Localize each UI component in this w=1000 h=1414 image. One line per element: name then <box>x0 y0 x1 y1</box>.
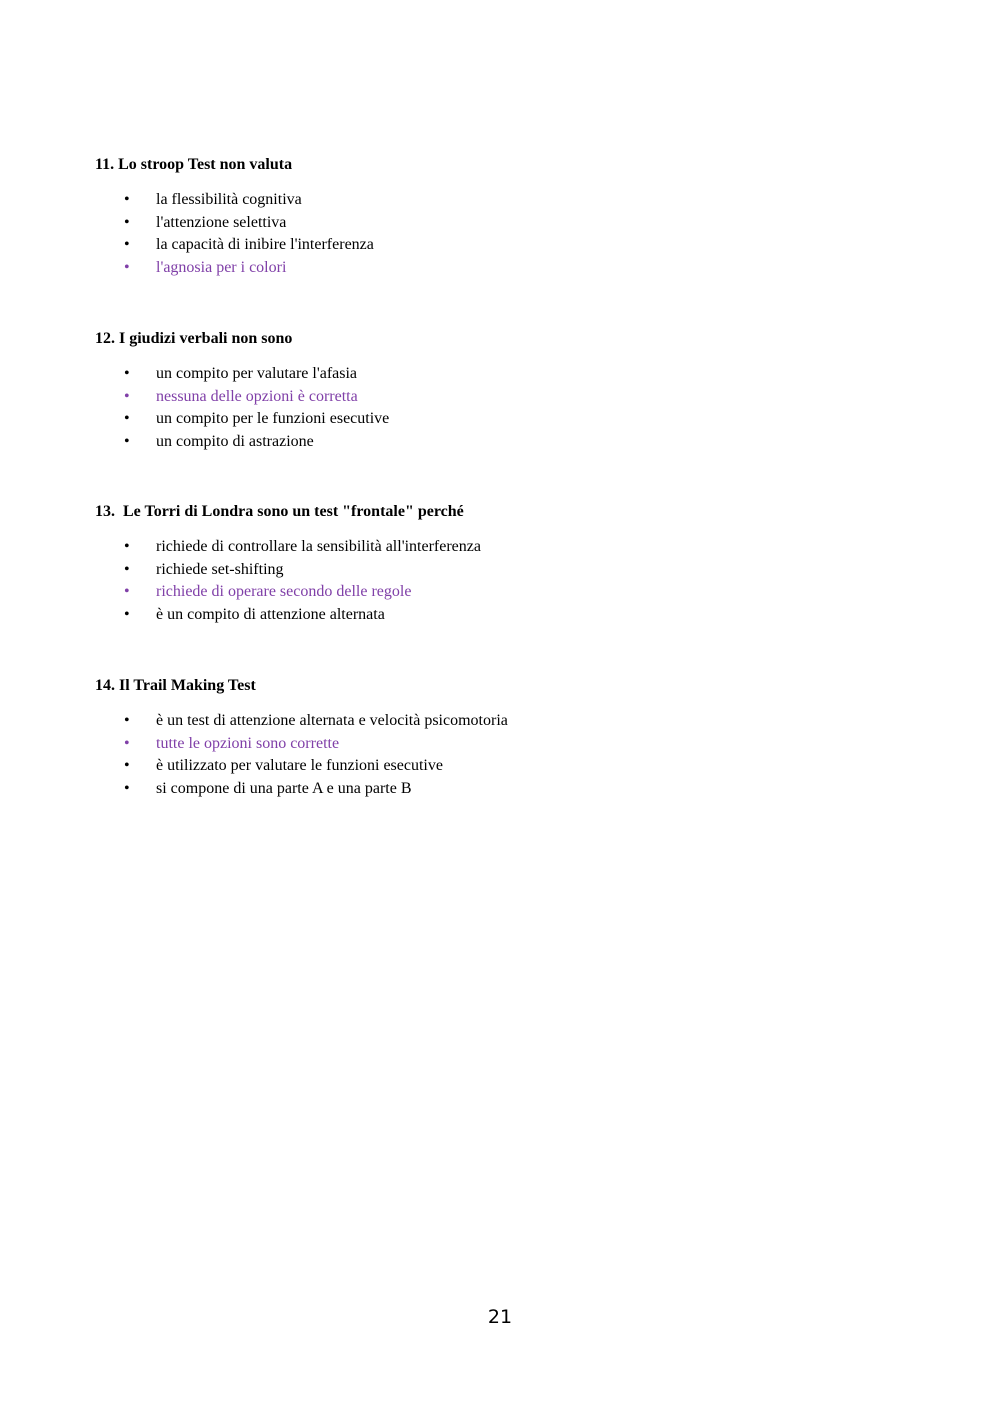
question-title: 13. Le Torri di Londra sono un test "frontale" perché <box>95 503 464 520</box>
option-item <box>95 234 895 257</box>
options-list <box>95 363 895 453</box>
question-title: 14. Il Trail Making Test <box>95 677 256 694</box>
option-text: l'attenzione selettiva <box>156 213 287 231</box>
bullet-icon: • <box>124 191 130 208</box>
option-item-correct <box>95 581 895 604</box>
option-text: la flessibilità cognitiva <box>156 191 302 208</box>
bullet-icon: • <box>124 410 130 427</box>
question-11 <box>95 155 895 279</box>
option-item-correct <box>95 257 895 280</box>
option-item <box>95 755 895 778</box>
option-item <box>95 431 895 454</box>
bullet-icon: • <box>124 560 130 578</box>
option-text: un compito per le funzioni esecutive <box>156 410 390 427</box>
bullet-icon: • <box>124 236 130 253</box>
option-item <box>95 189 895 212</box>
page-number: 21 <box>487 1306 513 1328</box>
option-text: l'agnosia per i colori <box>156 258 287 276</box>
option-text: nessuna delle opzioni è corretta <box>156 387 358 405</box>
option-item <box>95 778 895 801</box>
option-text: un compito di astrazione <box>156 432 314 450</box>
question-14 <box>95 676 895 800</box>
bullet-icon: • <box>124 583 130 600</box>
option-item <box>95 536 895 559</box>
option-text: tutte le opzioni sono corrette <box>156 734 340 752</box>
options-list <box>95 189 895 279</box>
option-item <box>95 408 895 431</box>
option-text: richiede set-shifting <box>156 560 284 578</box>
option-item-correct <box>95 733 895 756</box>
question-title: 12. I giudizi verbali non sono <box>95 330 293 347</box>
bullet-icon: • <box>124 258 130 276</box>
option-item-correct <box>95 386 895 409</box>
option-text: è un test di attenzione alternata e velocità psicomotoria <box>156 712 508 729</box>
bullet-icon: • <box>124 779 130 797</box>
options-list <box>95 710 895 800</box>
option-text: richiede di controllare la sensibilità all'interferenza <box>156 538 481 555</box>
option-item <box>95 604 895 627</box>
bullet-icon: • <box>124 757 130 774</box>
question-title: 11. Lo stroop Test non valuta <box>95 156 293 173</box>
option-text: è utilizzato per valutare le funzioni esecutive <box>156 757 443 774</box>
bullet-icon: • <box>124 605 130 623</box>
bullet-icon: • <box>124 734 130 752</box>
option-item <box>95 710 895 733</box>
bullet-icon: • <box>124 365 130 382</box>
options-list <box>95 536 895 626</box>
question-13 <box>95 502 895 626</box>
option-text: richiede di operare secondo delle regole <box>156 583 412 600</box>
bullet-icon: • <box>124 387 130 405</box>
bullet-icon: • <box>124 712 130 729</box>
option-text: è un compito di attenzione alternata <box>156 605 385 623</box>
bullet-icon: • <box>124 432 130 450</box>
option-item <box>95 363 895 386</box>
option-item <box>95 212 895 235</box>
option-text: si compone di una parte A e una parte B <box>156 779 412 797</box>
question-12 <box>95 329 895 453</box>
option-item <box>95 559 895 582</box>
bullet-icon: • <box>124 213 130 231</box>
option-text: la capacità di inibire l'interferenza <box>156 236 374 253</box>
option-text: un compito per valutare l'afasia <box>156 365 358 382</box>
bullet-icon: • <box>124 538 130 555</box>
